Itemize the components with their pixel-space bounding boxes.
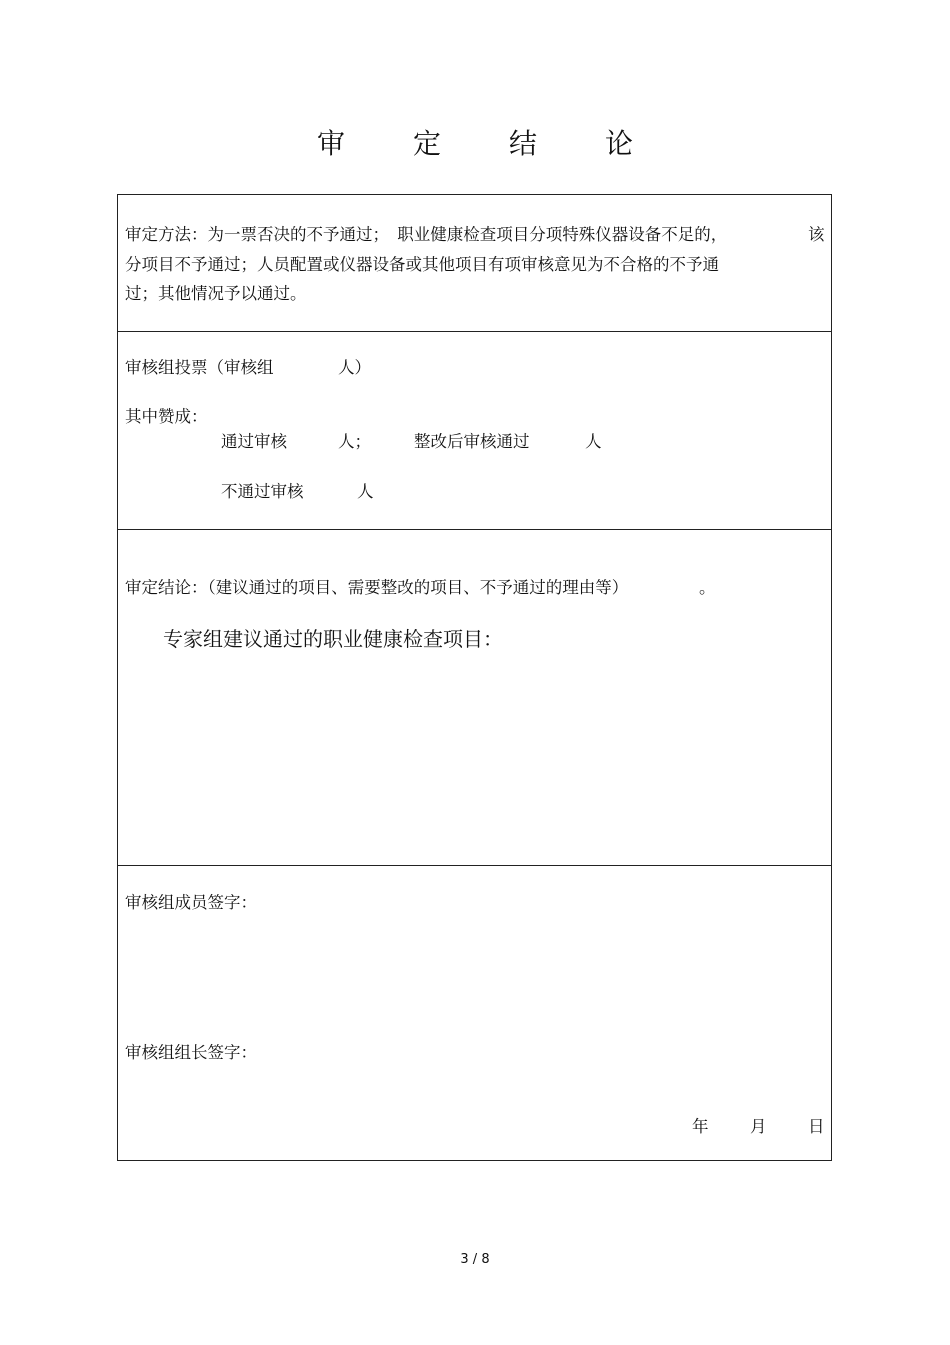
date-year: 年 [692,1117,709,1136]
fail-label: 不通过审核 [221,482,304,501]
vote-unit: 人） [338,358,371,377]
title-char-2: 定 [412,127,441,160]
row-divider-3 [118,865,831,866]
title-char-3: 结 [509,127,538,160]
page-number: 3 / 8 [460,1252,490,1267]
method-line-2: 分项目不予通过；人员配置或仪器设备或其他项目有项审核意见为不合格的不予通 [125,255,719,274]
agree-label: 其中赞成： [125,407,208,426]
pass-label: 通过审核 [221,432,287,451]
row-divider-1 [118,331,831,332]
method-line-1: 审定方法：为一票否决的不予通过； 职业健康检查项目分项特殊仪器设备不足的， [125,225,728,244]
vote-label: 审核组投票（审核组 [125,358,274,377]
leader-signature-label: 审核组组长签字： [125,1043,257,1062]
method-line-1-tail: 该 [808,225,825,244]
title-char-1: 审 [316,127,345,160]
rectify-label: 整改后审核通过 [414,432,530,451]
pass-unit: 人； [338,432,371,451]
date-day: 日 [808,1117,825,1136]
method-line-3: 过；其他情况予以通过。 [125,284,307,303]
rectify-unit: 人 [585,432,602,451]
conclusion-end: 。 [699,578,716,597]
row-divider-2 [118,529,831,530]
review-table [117,194,832,1161]
members-signature-label: 审核组成员签字： [125,893,257,912]
conclusion-label: 审定结论：（建议通过的项目、需要整改的项目、不予通过的理由等） [125,578,629,597]
page-title [0,122,950,162]
title-char-4: 论 [605,127,634,160]
expert-recommendation: 专家组建议通过的职业健康检查项目： [163,627,503,651]
date-month: 月 [750,1117,767,1136]
fail-unit: 人 [357,482,374,501]
